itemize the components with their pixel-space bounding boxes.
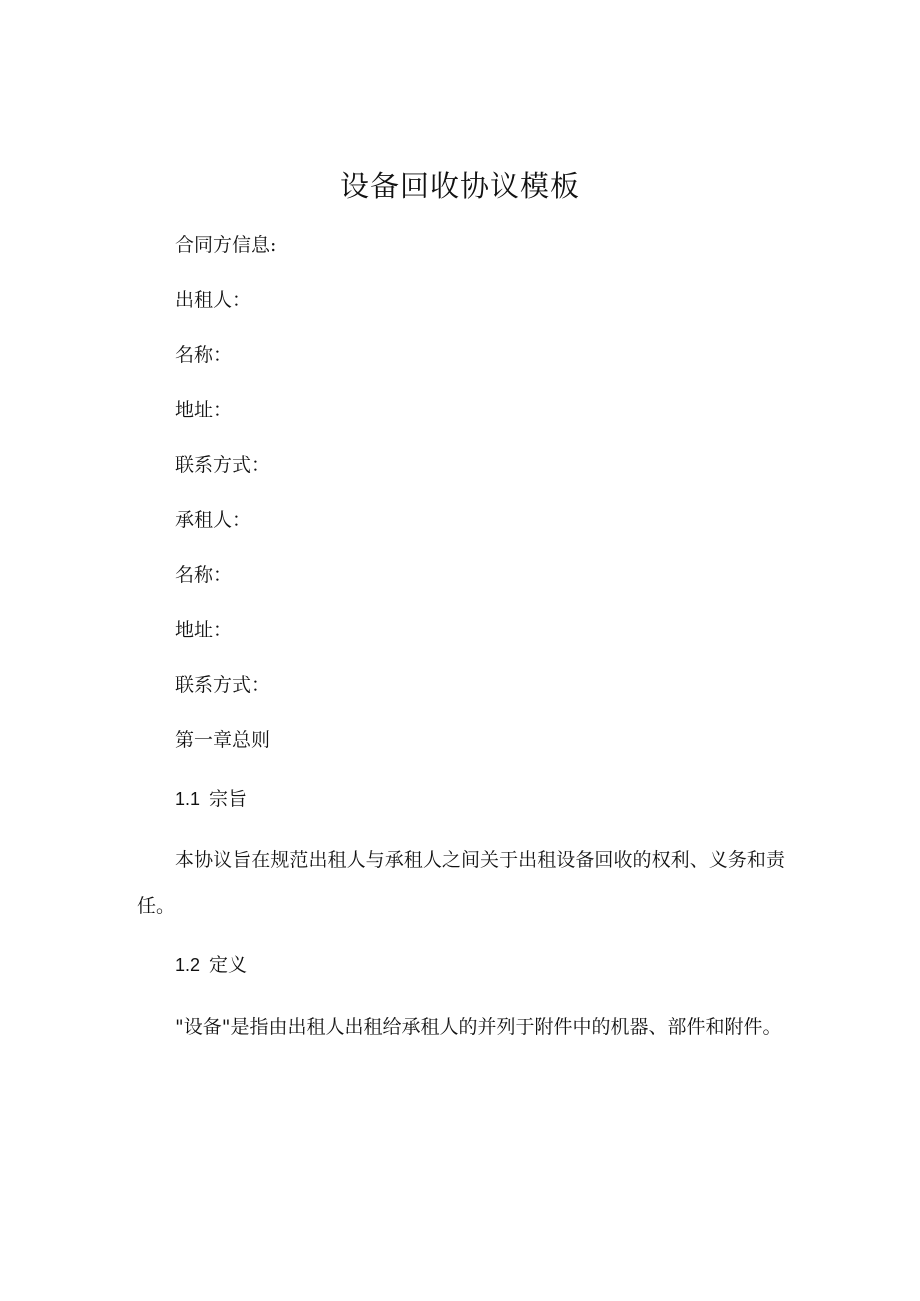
section-body: 本协议旨在规范出租人与承租人之间关于出租设备回收的权利、义务和责任。 <box>137 849 785 917</box>
lessor-label: 出租人： <box>175 289 252 311</box>
section-title: 定义 <box>209 954 248 976</box>
section-heading <box>175 785 247 813</box>
lessee-name-label: 名称： <box>175 564 233 586</box>
section-title: 宗旨 <box>209 788 248 810</box>
chapter-heading: 第一章总则 <box>175 729 271 751</box>
lessee-address-label: 地址： <box>175 619 233 641</box>
party-info-heading: 合同方信息: <box>175 234 277 256</box>
lessee-contact-label: 联系方式： <box>175 674 271 696</box>
lessee-label: 承租人： <box>175 509 252 531</box>
section-number: 1.2 <box>175 955 201 975</box>
section-number: 1.1 <box>175 789 201 809</box>
lessor-name-label: 名称： <box>175 344 233 366</box>
section-body: "设备"是指由出租人出租给承租人的并列于附件中的机器、部件和附件。 <box>175 1016 782 1038</box>
document-title: 设备回收协议模板 <box>339 169 580 203</box>
lessor-address-label: 地址： <box>175 399 233 421</box>
lessor-contact-label: 联系方式： <box>175 454 271 476</box>
section-heading <box>175 951 247 979</box>
